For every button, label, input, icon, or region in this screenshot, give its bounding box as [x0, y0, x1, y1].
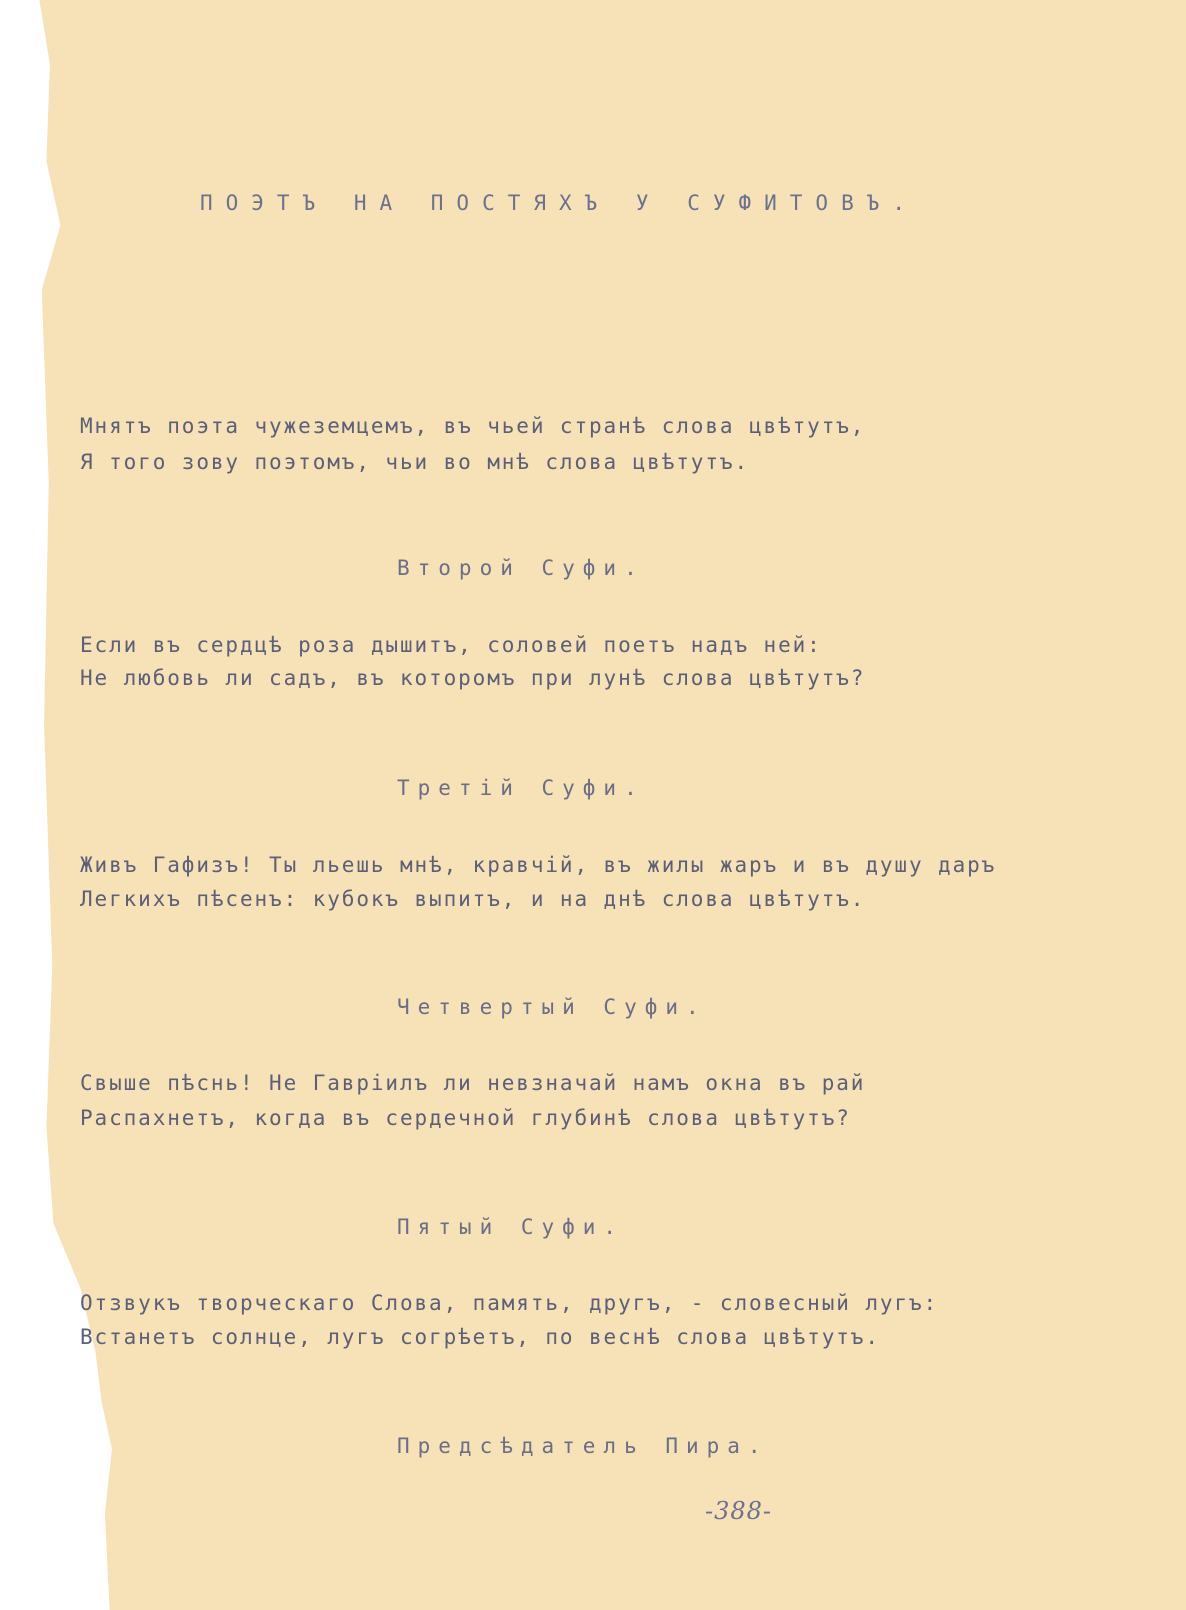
- verse-line: Свыше пѣснь! Не Гавріилъ ли невзначай намъ окна въ рай: [80, 1071, 866, 1095]
- speaker-heading-third-sufi: Третій Суфи.: [397, 776, 645, 800]
- speaker-heading-second-sufi: Второй Суфи.: [397, 556, 645, 580]
- verse-line: Легкихъ пѣсенъ: кубокъ выпитъ, и на днѣ слова цвѣтутъ.: [80, 887, 866, 911]
- document-title: ПОЭТЪ НА ПОСТЯХЪ У СУФИТОВЪ.: [200, 191, 919, 215]
- verse-line: Я того зову поэтомъ, чьи во мнѣ слова цвѣтутъ.: [80, 450, 749, 474]
- verse-line: Мнятъ поэта чужеземцемъ, въ чьей странѣ слова цвѣтутъ,: [80, 414, 866, 438]
- verse-line: Если въ сердцѣ роза дышитъ, соловей поетъ надъ ней:: [80, 633, 822, 657]
- verse-line: Отзвукъ творческаго Слова, память, другъ, - словесный лугъ:: [80, 1291, 939, 1315]
- verse-line: Не любовь ли садъ, въ которомъ при лунѣ слова цвѣтутъ?: [80, 666, 866, 690]
- handwritten-page-number: -388-: [705, 1497, 773, 1525]
- verse-line: Живъ Гафизъ! Ты льешь мнѣ, кравчій, въ жилы жаръ и въ душу даръ: [80, 853, 997, 877]
- speaker-heading-fifth-sufi: Пятый Суфи.: [397, 1215, 625, 1239]
- paper-sheet: [16, 0, 1186, 1610]
- closing-speaker-heading: Предсѣдатель Пира.: [397, 1434, 769, 1458]
- verse-line: Встанетъ солнце, лугъ согрѣетъ, по веснѣ слова цвѣтутъ.: [80, 1325, 880, 1349]
- verse-line: Распахнетъ, когда въ сердечной глубинѣ слова цвѣтутъ?: [80, 1106, 851, 1130]
- speaker-heading-fourth-sufi: Четвертый Суфи.: [397, 995, 707, 1019]
